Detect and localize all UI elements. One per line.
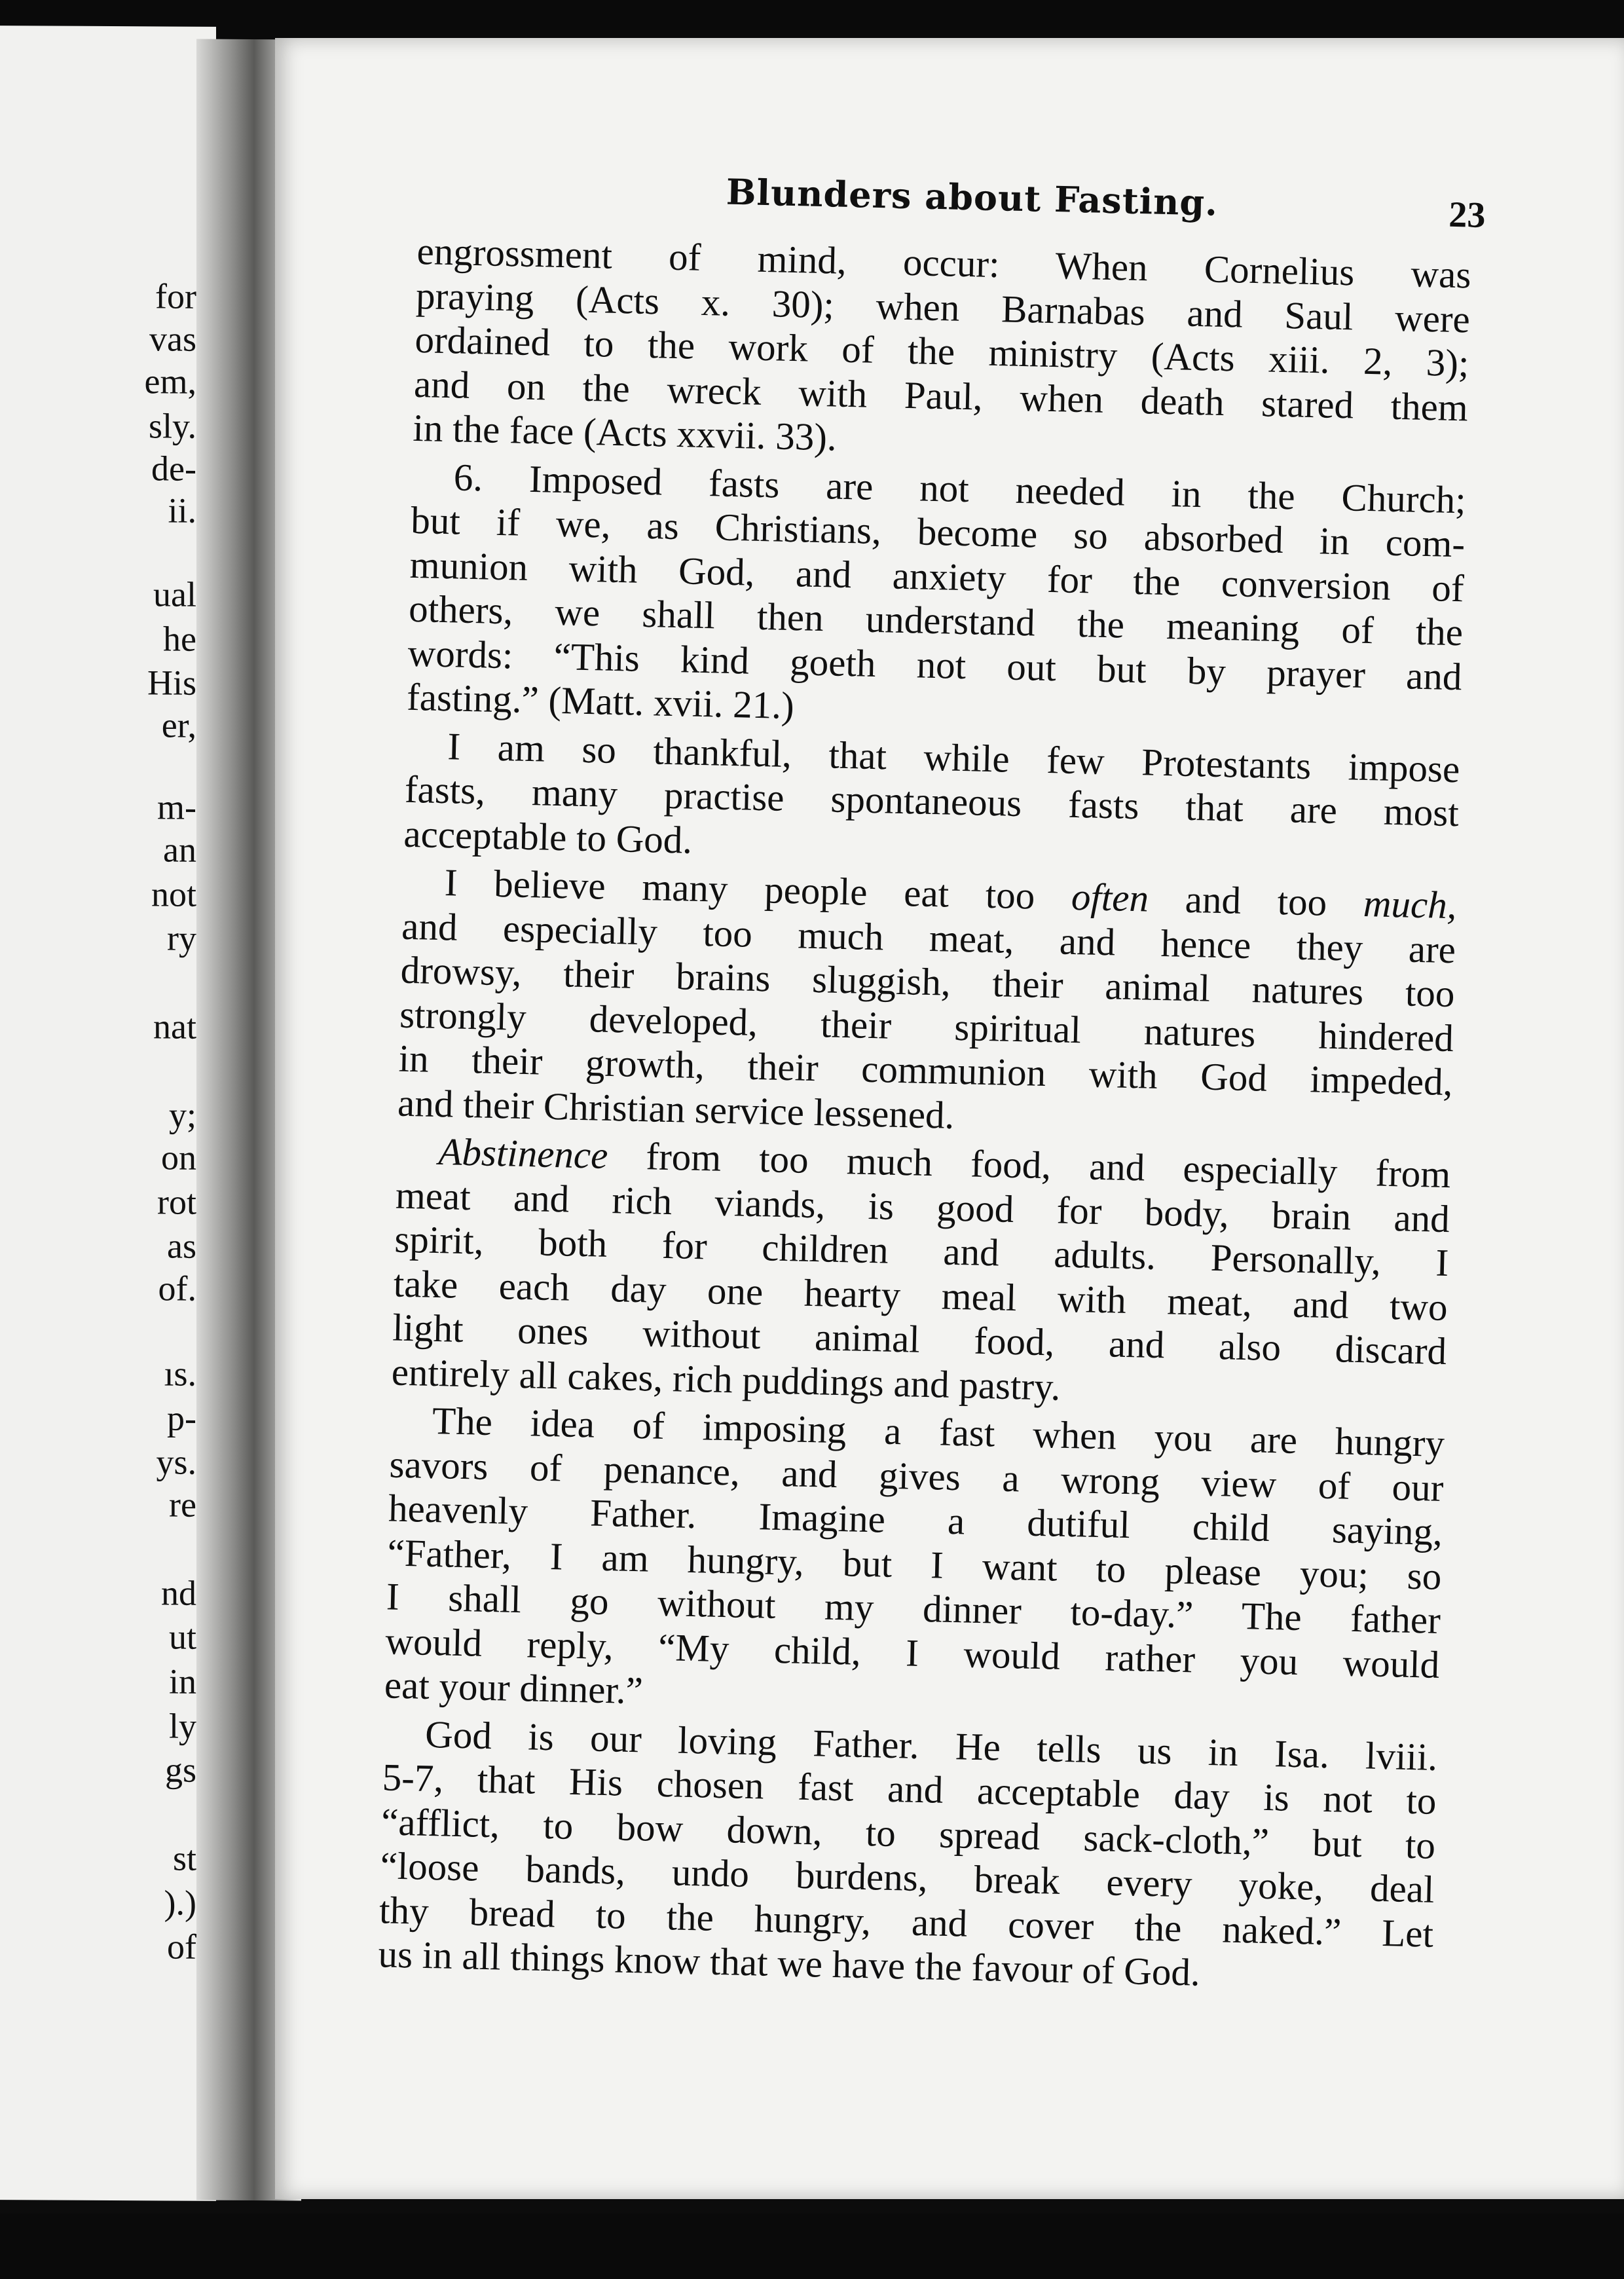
text-line: light ones without animal food, and also discard	[392, 1305, 1447, 1373]
left-page-text-fragment: de-	[151, 449, 196, 489]
text-line: entirely all cakes, rich puddings and pastry.	[391, 1350, 1061, 1409]
left-page-text-fragment: ys.	[156, 1442, 196, 1482]
text-line: Abstinence from too much food, and especially from	[437, 1130, 1451, 1196]
paragraph	[378, 1711, 1438, 2000]
left-page-text-fragment: ii.	[168, 491, 196, 530]
text-line: in the face (Acts xxvii. 33).	[412, 405, 838, 459]
left-page-text-fragment: ).)	[164, 1883, 196, 1923]
text-line: and their Christian service lessened.	[397, 1081, 955, 1137]
left-page-text-fragment: nd	[161, 1573, 196, 1613]
text-line: eat your dinner.”	[384, 1663, 644, 1713]
left-page-text-fragment: as	[167, 1226, 196, 1266]
page-number: 23	[1448, 194, 1486, 236]
paragraph	[407, 454, 1467, 743]
left-page-text-fragment: ıs.	[164, 1354, 196, 1394]
left-page-text-fragment: re	[169, 1485, 196, 1525]
text-line: take each day one hearty meal with meat, and two	[393, 1261, 1449, 1329]
left-page-text-fragment: er,	[161, 705, 196, 745]
text-line: strongly developed, their spiritual natures hindered	[399, 992, 1454, 1060]
left-page-text-fragment: ut	[168, 1617, 196, 1657]
left-page-text-fragment: y;	[168, 1095, 196, 1135]
text-line: us in all things know that we have the favour of God.	[377, 1932, 1201, 1994]
left-page-text-fragment: ual	[153, 574, 196, 614]
text-line: The idea of imposing a fast when you are hungry	[432, 1398, 1445, 1466]
left-page-text-fragment: st	[172, 1838, 196, 1878]
text-line: and on the wreck with Paul, when death stared them	[413, 361, 1469, 429]
running-header-title: Blunders about Fasting.	[726, 170, 1219, 224]
text-line: fasts, many practise spontaneous fasts that are most	[404, 767, 1460, 835]
left-facing-page	[0, 26, 216, 2201]
left-page-text-fragment: nat	[153, 1007, 196, 1047]
text-line: ordained to the work of the ministry (Acts xiii. 2, 3);	[414, 317, 1470, 385]
scanner-background-bottom	[0, 2214, 1624, 2279]
left-page-text-fragment: sly.	[148, 406, 196, 446]
text-line: 5-7, that His chosen fast and acceptable day is not to	[382, 1755, 1437, 1823]
text-line: I am so thankful, that while few Protestants impose	[447, 724, 1460, 790]
left-page-text-fragment: he	[163, 619, 196, 659]
text-line: “Father, I am hungry, but I want to please you; so	[386, 1530, 1443, 1598]
paragraph	[384, 1398, 1445, 1732]
text-line: others, we shall then understand the meaning of the	[408, 586, 1464, 654]
text-line: words: “This kind goeth not out but by prayer and	[407, 631, 1463, 698]
page-content	[377, 157, 1486, 2000]
text-line: munion with God, and anxiety for the conversion of	[409, 542, 1465, 610]
text-line: I believe many people eat too often and too much,	[444, 861, 1458, 927]
text-line: spirit, both for children and adults. Personally, I	[394, 1217, 1449, 1285]
text-line: meat and rich viands, is good for body, brain and	[395, 1173, 1450, 1240]
left-page-text-fragment: for	[155, 276, 196, 316]
text-line: God is our loving Father. He tells us in Isa. lviii.	[424, 1712, 1438, 1779]
text-line: 6. Imposed fasts are not needed in the Church;	[453, 454, 1467, 521]
text-line: drowsy, their brains sluggish, their animal natures too	[400, 948, 1456, 1016]
left-page-text-fragment: vas	[149, 319, 196, 359]
text-line: acceptable to God.	[403, 811, 693, 862]
left-page-text-fragment: on	[161, 1138, 196, 1177]
left-page-text-fragment: ly	[168, 1706, 196, 1746]
paragraph	[403, 723, 1460, 880]
left-page-text-fragment: gs	[164, 1750, 196, 1790]
left-page-text-fragment: em,	[144, 361, 196, 401]
text-line: praying (Acts x. 30); when Barnabas and Saul were	[415, 273, 1471, 341]
text-line: but if we, as Christians, become so absorbed in com-	[410, 498, 1466, 566]
left-page-text-fragment: in	[168, 1661, 196, 1701]
text-line: “loose bands, undo burdens, break every yoke, deal	[380, 1844, 1435, 1911]
left-page-text-fragment: of.	[158, 1269, 196, 1308]
left-page-text-fragment: rot	[157, 1182, 196, 1222]
left-page-text-fragment: p-	[167, 1398, 196, 1438]
left-page-text-fragment: not	[151, 874, 196, 914]
text-line: fasting.” (Matt. xvii. 21.)	[406, 675, 795, 728]
paragraph	[413, 229, 1471, 474]
paragraph	[391, 1129, 1451, 1418]
body-text	[378, 229, 1471, 2000]
text-line: savors of penance, and gives a wrong view of our	[388, 1441, 1445, 1510]
left-page-text-fragment: m-	[157, 787, 196, 827]
text-line: I shall go without my dinner to-day.” The father	[386, 1574, 1441, 1642]
left-page-text-fragment: His	[147, 663, 196, 703]
left-page-text-fragment: an	[163, 830, 196, 870]
text-line: engrossment of mind, occur: When Cornelius was	[416, 229, 1472, 297]
text-line: heavenly Father. Imagine a dutiful child saying,	[388, 1486, 1443, 1553]
paragraph	[397, 860, 1457, 1149]
text-line: would reply, “My child, I would rather you would	[384, 1618, 1440, 1686]
text-line: thy bread to the hungry, and cover the naked.” Let	[378, 1887, 1434, 1955]
left-page-text-fragment: ry	[167, 918, 196, 958]
text-line: and especially too much meat, and hence they are	[401, 904, 1456, 971]
left-page-text-fragment: of	[167, 1927, 196, 1967]
text-line: in their growth, their communion with God impeded,	[398, 1036, 1454, 1104]
text-line: “afflict, to bow down, to spread sack-cloth,” but to	[380, 1799, 1436, 1867]
